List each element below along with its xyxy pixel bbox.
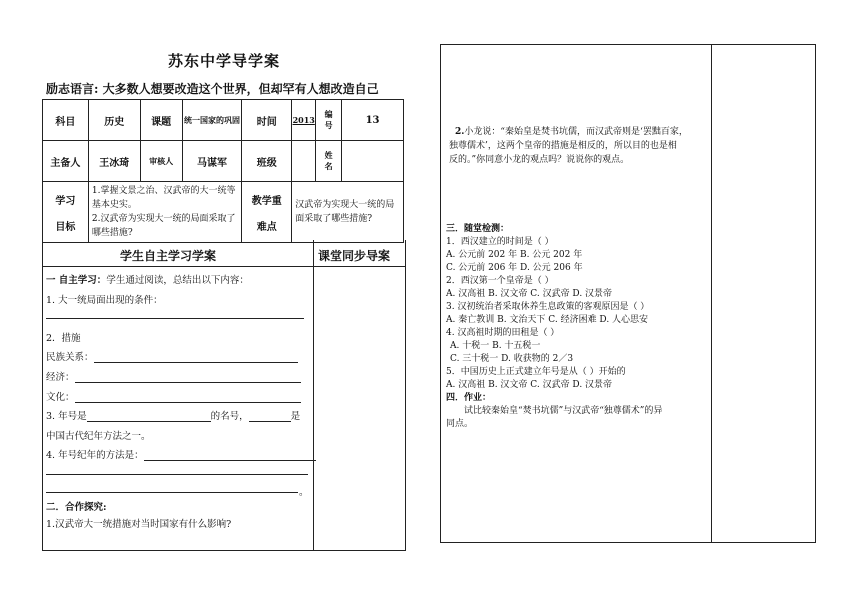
q1-text: 1. 大一统局面出现的条件： [46, 295, 163, 306]
q2-text: 2．措施 [46, 333, 81, 344]
quiz-heading: 三．随堂检测： [446, 224, 510, 234]
homework-line-1: 试比较秦始皇“焚书坑儒”与汉武帝“独尊儒术”的异 [464, 406, 663, 416]
page-title: 苏东中学导学案 [168, 52, 281, 70]
class-value[interactable] [292, 141, 316, 182]
student-study-heading: 学生自主学习学案 [120, 249, 217, 263]
quiz-q4: 4. 汉高祖时期的田租是（ ） [446, 328, 560, 338]
class-guide-heading: 课堂同步导案 [318, 249, 391, 263]
num-label: 编 号 [316, 100, 342, 141]
q2c-text: 文化： [46, 389, 301, 403]
q2a-text: 民族关系： [46, 349, 298, 363]
subject-value: 历史 [88, 100, 140, 141]
time-label: 时间 [242, 100, 292, 141]
quiz-q2: 2．西汉第一个皇帝是（ ） [446, 276, 554, 286]
quiz-q1-options-b: C. 公元前 206 年 D. 公元 206 年 [446, 263, 583, 273]
quiz-q4-options-b: C. 三十税一 D. 收获物的 2／3 [450, 354, 574, 364]
quiz-q1: 1．西汉建立的时间是（ ） [446, 237, 554, 247]
quiz-q4-options-a: A. 十税一 B. 十五税一 [450, 341, 541, 351]
cooperation-heading: 二．合作探究: [46, 502, 107, 513]
goal-label: 学习 目标 [43, 182, 89, 243]
q3-text: 3. 年号是 的名号， 是 [46, 411, 301, 422]
quiz-q3-options: A. 秦亡教训 B. 文治天下 C. 经济困难 D. 人心思安 [446, 315, 649, 325]
q3-tail: 中国古代纪年方法之一。 [46, 431, 151, 442]
subject-label: 科目 [43, 100, 89, 141]
reviewer-value: 马谋军 [182, 141, 242, 182]
q2-line-2: 独尊儒术’，这两个皇帝的措施是相反的，所以目的也是相 [449, 141, 677, 151]
q2b-text: 经济： [46, 369, 301, 383]
answer-blank[interactable] [94, 352, 298, 363]
answer-line[interactable] [46, 492, 298, 493]
q2-line-1: 2.小龙说：“秦始皇是焚书坑儒，而汉武帝则是‘罢黜百家， [455, 127, 688, 137]
key-label: 教学重 难点 [242, 182, 292, 243]
answer-blank[interactable] [75, 392, 301, 403]
quiz-q3: 3. 汉初统治者采取休养生息政策的客观原因是（ ） [446, 302, 650, 312]
answer-line[interactable] [46, 318, 304, 319]
author-value: 王冰琦 [88, 141, 140, 182]
answer-blank[interactable] [87, 411, 211, 422]
topic-value: 统一国家的巩固 [182, 100, 242, 141]
class-label: 班级 [242, 141, 292, 182]
homework-line-2: 同点。 [446, 419, 474, 429]
answer-blank[interactable] [249, 411, 291, 422]
quiz-q5-options: A. 汉高祖 B. 汉文帝 C. 汉武帝 D. 汉景帝 [446, 380, 613, 390]
name-value[interactable] [342, 141, 404, 182]
topic-label: 课题 [140, 100, 182, 141]
end-dot: 。 [299, 487, 309, 498]
q2-line-3: 反的。”你同意小龙的观点吗？说说你的观点。 [449, 155, 630, 165]
cooperation-q1: 1.汉武帝大一统措施对当时国家有什么影响? [46, 519, 232, 530]
num-value: 13 [342, 100, 404, 141]
column-divider [313, 240, 314, 550]
answer-blank[interactable] [144, 450, 316, 461]
homework-heading: 四．作业： [446, 393, 492, 403]
reviewer-label: 审核人 [140, 141, 182, 182]
goal-text: 1.掌握文景之治、汉武帝的大一统等基本史实。 2.汉武帝为实现大一统的局面采取了哪些措施? [88, 182, 242, 243]
self-study-line: 一 自主学习：学生通过阅读，总结出以下内容： [46, 275, 249, 286]
time-value: 2013 [292, 100, 316, 141]
name-label: 姓 名 [316, 141, 342, 182]
motto: 励志语言: 大多数人想要改造这个世界，但却罕有人想改造自己 [46, 82, 379, 96]
header-table [42, 99, 404, 243]
right-divider [711, 44, 712, 543]
key-text: 汉武帝为实现大一统的局面采取了哪些措施? [292, 182, 404, 243]
author-label: 主备人 [43, 141, 89, 182]
answer-line[interactable] [46, 474, 308, 475]
answer-blank[interactable] [75, 372, 301, 383]
quiz-q1-options-a: A. 公元前 202 年 B. 公元 202 年 [446, 250, 583, 260]
heading-divider [42, 266, 405, 267]
q4-text: 4. 年号纪年的方法是： [46, 447, 316, 461]
quiz-q2-options: A. 汉高祖 B. 汉文帝 C. 汉武帝 D. 汉景帝 [446, 289, 613, 299]
quiz-q5: 5．中国历史上正式建立年号是从（ ）开始的 [446, 367, 626, 377]
